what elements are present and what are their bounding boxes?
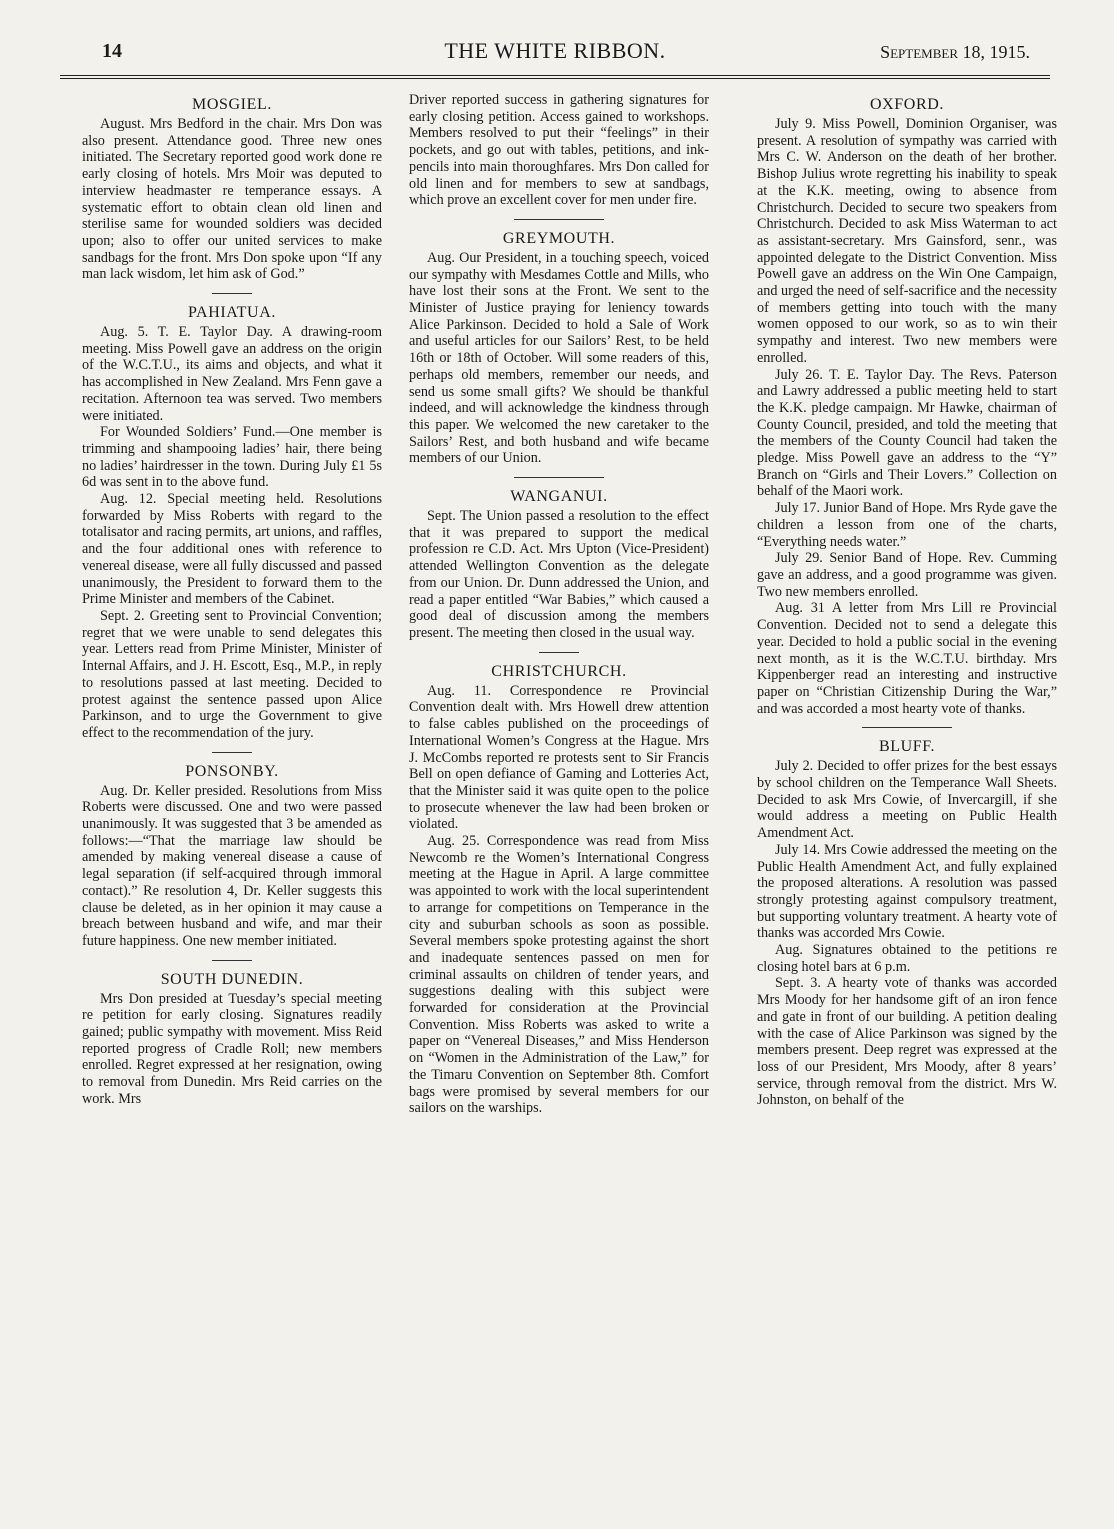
- paragraph: Sept. The Union passed a resolution to the effect that it was prepared to support the medical profession re C.D. Act. Mrs Upton (Vice-President) attended Wellington Convention as the delegate from our Union. Dr. Dunn addressed the Union, and read a paper entitled “War Babies,” which caused a good deal of discussion among the members present. The meeting then closed in the usual way.: [409, 508, 709, 641]
- publication-title: THE WHITE RIBBON.: [444, 38, 666, 63]
- section-divider: [212, 752, 252, 753]
- paragraph: July 14. Mrs Cowie addressed the meeting on the Public Health Amendment Act, and fully explained the proposed alterations. A resolution was passed strongly protesting against compulsory treatment, but supporting voluntary treatment. A hearty vote of thanks was accorded Mrs Cowie.: [757, 841, 1057, 942]
- section-divider: [514, 477, 604, 478]
- section-heading-oxford: OXFORD.: [870, 96, 944, 113]
- article-columns: [82, 92, 1057, 1512]
- issue-date: September 18, 1915.: [880, 42, 1030, 62]
- masthead-rule: [60, 75, 1050, 79]
- paragraph-continued: Driver reported success in gathering signatures for early closing petition. Access gained to workshops. Members resolved to put their “feelings” in their pockets, and go out with tables, petitions, and ink-pencils into main thoroughfares. Mrs Don called for old linen and for members to sew at sandbags, which prove an excellent cover for men under fire.: [409, 92, 709, 209]
- section-heading-pahiatua: PAHIATUA.: [188, 304, 276, 322]
- section-heading-bluff: BLUFF.: [878, 738, 936, 756]
- section-divider: [514, 219, 604, 220]
- paragraph: August. Mrs Bedford in the chair. Mrs Don was also present. Attendance good. Three new ones initiated. The Secretary reported good work done re early closing of hotels. Mrs Moir was deputed to interview headmaster re temperance essays. A systematic effort to obtain clean old linen and sterilise same for wounded soldiers was decided upon; also to offer our united services to make sandbags for the front. Mrs Don spoke upon “If any man lack wisdom, let him ask of God.”: [82, 116, 382, 283]
- section-divider: [212, 293, 252, 294]
- section-heading-greymouth: GREYMOUTH.: [502, 229, 616, 247]
- column-2: [409, 92, 709, 1512]
- paragraph: July 2. Decided to offer prizes for the best essays by school children on the Temperance Wall Sheets. Decided to ask Mrs Cowie, of Invercargill, if she would address a meeting on Public Health Amendment Act.: [757, 758, 1057, 842]
- paragraph: Aug. 31 A letter from Mrs Lill re Provincial Convention. Decided not to send a delegate this year. Decided to hold a public social in the evening next month, as it is the W.C.T.U. birthday. Mrs Kippenberger read an interesting and instructive paper on “Christian Citizenship During the War,” and was accorded a most hearty vote of thanks.: [757, 600, 1057, 717]
- section-heading-mosgiel: MOSGIEL.: [192, 96, 272, 113]
- section-divider: [862, 727, 952, 728]
- paragraph: Sept. 2. Greeting sent to Provincial Convention; regret that we were unable to send delegates this year. Letters read from Prime Minister, Minister of Internal Affairs, and J. H. Escott, Esq., M.P., in reply to resolutions passed at last meeting. Decided to protest against the sentence passed upon Alice Parkinson, and to urge the Government to give effect to the recommendation of the jury.: [82, 607, 382, 741]
- paragraph: Aug. 25. Correspondence was read from Miss Newcomb re the Women’s International Congress meeting at the Hague in April. A large committee was appointed to work with the local superintendent to arrange for competitions on Temperance in the city and suburban schools as soon as possible. Several members spoke protesting against the short and inadequate sentences passed on men for criminal assaults on children of tender years, and suggestions dealing with this subject were forwarded for consideration at the Provincial Convention. Miss Roberts was asked to write a paper on “Venereal Diseases,” and Miss Henderson on “Women in the Administration of the Law,” for the Timaru Convention on September 8th. Comfort bags were promised by several members for our sailors on the warships.: [409, 833, 709, 1117]
- section-heading-christchurch: CHRISTCHURCH.: [491, 662, 627, 680]
- paragraph: Aug. 5. T. E. Taylor Day. A drawing-room meeting. Miss Powell gave an address on the origin of the W.C.T.U., its aims and objects, and what it has accomplished in New Zealand. Mrs Fenn gave a recitation. Afternoon tea was served. Two members were initiated.: [82, 324, 382, 424]
- paragraph: July 29. Senior Band of Hope. Rev. Cumming gave an address, and a good programme was given. Two new members enrolled.: [757, 550, 1057, 600]
- paragraph: July 26. T. E. Taylor Day. The Revs. Paterson and Lawry addressed a public meeting held to start the K.K. pledge campaign. Mr Hawke, chairman of County Council, presided, and told the meeting that the members of the County Council had taken the pledge. Miss Powell gave an address to the “Y” Branch on “Girls and Their Lovers.” Collection on behalf of the Maori work.: [757, 366, 1057, 500]
- page-number: 14: [102, 40, 122, 62]
- column-1: [82, 92, 382, 1512]
- section-heading-wanganui: WANGANUI.: [510, 488, 608, 506]
- masthead: [60, 38, 1050, 68]
- paragraph: Aug. 11. Correspondence re Provincial Convention dealt with. Mrs Howell drew attention to false cables published on the proceedings of International Women’s Congress at the Hague. Mrs J. McCombs reported re protests sent to Sir Francis Bell on open defiance of Gaming and Lotteries Act, that the Minister said it was quite open to the police to prosecute whenever the law had been broken or violated.: [409, 682, 709, 833]
- paragraph: July 17. Junior Band of Hope. Mrs Ryde gave the children a lesson from one of the charts, “Everything needs water.”: [757, 500, 1057, 550]
- section-divider: [212, 960, 252, 961]
- section-heading-south-dunedin: SOUTH DUNEDIN.: [160, 970, 304, 988]
- paragraph: Aug. Signatures obtained to the petitions re closing hotel bars at 6 p.m.: [757, 942, 1057, 975]
- paragraph: July 9. Miss Powell, Dominion Organiser, was present. A resolution of sympathy was carried with Mrs C. W. Anderson on the death of her brother. Bishop Julius wrote regretting his inability to speak at the K.K. meeting, owing to absence from Christchurch. Decided to secure two speakers from Christchurch. Decided to ask Miss Waterman to act as assistant-secretary. Mrs Gainsford, senr., was appointed delegate to the District Convention. Miss Powell gave an address on the Win One Campaign, and urged the need of self-sacrifice and the necessity of members getting into touch with the many women opposed to our work, so as to win their sympathy and interest. Two new members were enrolled.: [757, 116, 1057, 366]
- paragraph: Aug. 12. Special meeting held. Resolutions forwarded by Miss Roberts with regard to the totalisator and racing permits, art unions, and raffles, and the four additional ones with reference to venereal disease, were all fully discussed and passed unanimously, the President to forward them to the Prime Minister and members of the Cabinet.: [82, 491, 382, 608]
- paragraph: Aug. Dr. Keller presided. Resolutions from Miss Roberts were discussed. One and two were passed unanimously. It was suggested that 3 be amended as follows:—“That the marriage law should be amended by making venereal disease a cause of legal separation (if self-acquired through immoral contact).” Re resolution 4, Dr. Keller suggests this clause be deleted, as in her opinion it may cause a breach between husband and wife, and mar their future happiness. One new member initiated.: [82, 782, 382, 949]
- column-3: [757, 92, 1057, 1512]
- paragraph: For Wounded Soldiers’ Fund.—One member is trimming and shampooing ladies’ hair, there being no ladies’ hairdresser in the town. During July £1 5s 6d was sent in to the above fund.: [82, 424, 382, 491]
- section-divider: [539, 652, 579, 653]
- paragraph: Mrs Don presided at Tuesday’s special meeting re petition for early closing. Signatures readily gained; public sympathy with movement. Miss Reid reported progress of Cradle Roll; new members enrolled. Regret expressed at her resignation, owing to removal from Dunedin. Mrs Reid carries on the work. Mrs: [82, 990, 382, 1107]
- paragraph: Sept. 3. A hearty vote of thanks was accorded Mrs Moody for her handsome gift of an iron fence and gate in front of our building. A petition dealing with the case of Alice Parkinson was signed by the members present. Deep regret was expressed at the loss of our President, Mrs Moody, after 8 years’ service, through removal from the district. Mrs W. Johnston, on behalf of the: [757, 975, 1057, 1109]
- paragraph: Aug. Our President, in a touching speech, voiced our sympathy with Mesdames Cottle and Mills, who have lost their sons at the Front. We sent to the Minister of Justice praying for leniency towards Alice Parkinson. Decided to hold a Sale of Work and useful articles for our Sailors’ Rest, to be held 16th or 18th of October. Will some readers of this, perhaps old members, remember our needs, and send us some small gifts? We should be thankful indeed, and will acknowledge the kindness through this paper. We welcomed the new caretaker to the Sailors’ Rest, and both husband and wife became members of our Union.: [409, 249, 709, 467]
- section-heading-ponsonby: PONSONBY.: [185, 762, 279, 780]
